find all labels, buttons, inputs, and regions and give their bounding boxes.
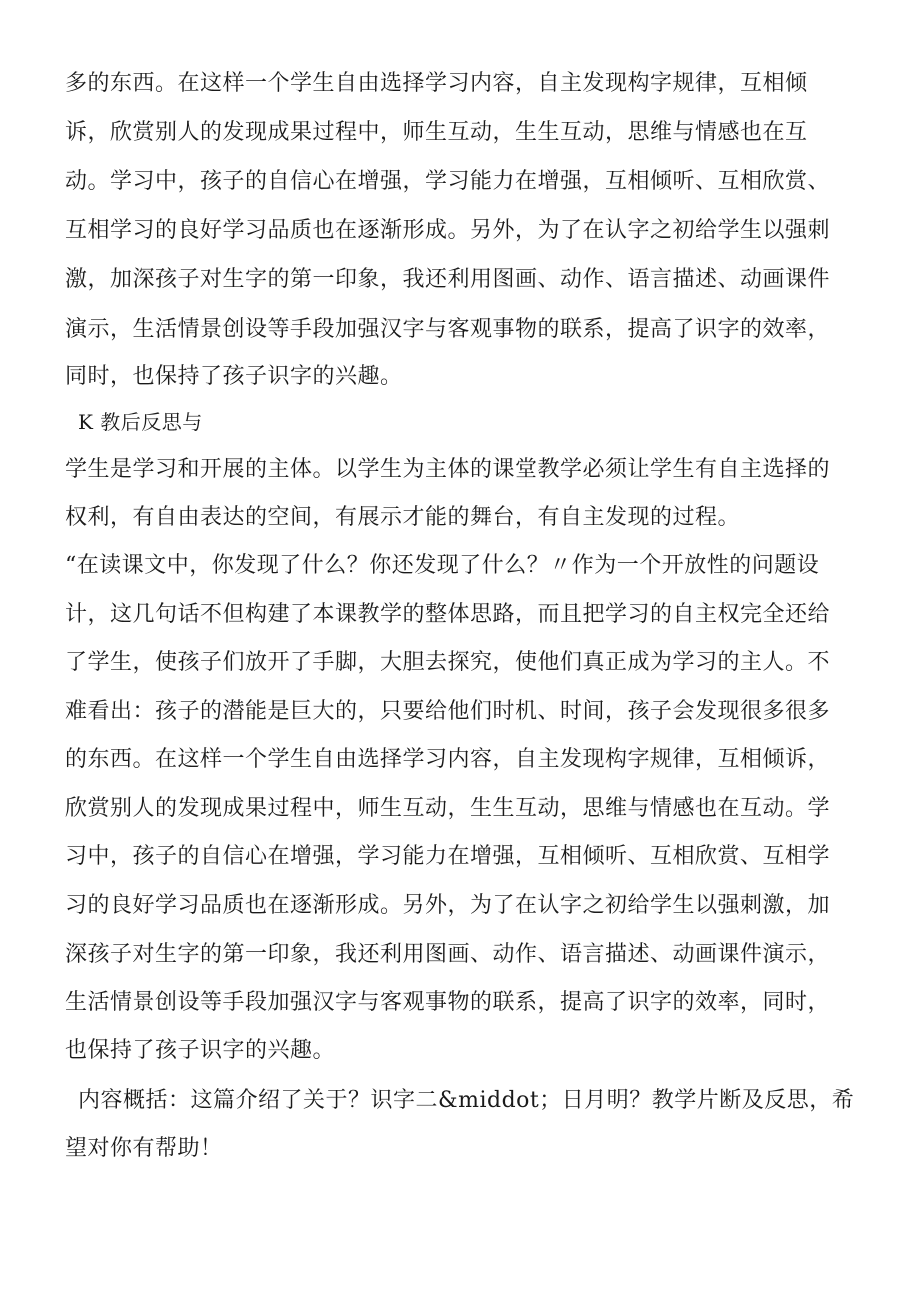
text-line: 互相学习的良好学习品质也在逐渐形成。另外，为了在认字之初给学生以强刺 bbox=[65, 218, 831, 243]
text-line: 权利，有自由表达的空间，有展示才能的舞台，有自主发现的过程。 bbox=[65, 505, 741, 530]
section-heading: K 教后反思与 bbox=[78, 410, 203, 434]
text-line: 深孩子对生字的第一印象，我还利用图画、动作、语言描述、动画课件演示， bbox=[65, 942, 831, 967]
summary-line: 望对你有帮助！ bbox=[65, 1136, 223, 1161]
text-line: 生活情景创设等手段加强汉字与客观事物的联系，提高了识字的效率，同时， bbox=[65, 990, 831, 1015]
text-line: 多的东西。在这样一个学生自由选择学习内容，自主发现构字规律，互相倾 bbox=[65, 71, 808, 96]
text-line: 动。学习中，孩子的自信心在增强，学习能力在增强，互相倾听、互相欣赏、 bbox=[65, 169, 831, 194]
text-line: 计，这几句话不但构建了本课教学的整体思路，而且把学习的自主权完全还给 bbox=[65, 602, 831, 627]
text-line: 的东西。在这样一个学生自由选择学习内容，自主发现构字规律，互相倾诉， bbox=[65, 747, 831, 772]
text-line: 学生是学习和开展的主体。以学生为主体的课堂教学必须让学生有自主选择的 bbox=[65, 457, 831, 482]
text-line: 激，加深孩子对生字的第一印象，我还利用图画、动作、语言描述、动画课件 bbox=[65, 267, 831, 292]
text-line: “在读课文中，你发现了什么？你还发现了什么？〃作为一个开放性的问题设 bbox=[65, 553, 820, 578]
text-line: 欣赏别人的发现成果过程中，师生互动，生生互动，思维与情感也在互动。学 bbox=[65, 796, 831, 821]
summary-line: 内容概括：这篇介绍了关于？识字二&middot；日月明？教学片断及反思，希 bbox=[78, 1088, 855, 1113]
text-line: 习中，孩子的自信心在增强，学习能力在增强，互相倾听、互相欣赏、互相学 bbox=[65, 844, 831, 869]
text-line: 难看出：孩子的潜能是巨大的，只要给他们时机、时间，孩子会发现很多很多 bbox=[65, 699, 831, 724]
text-line: 了学生，使孩子们放开了手脚，大胆去探究，使他们真正成为学习的主人。不 bbox=[65, 650, 831, 675]
text-line: 演示，生活情景创设等手段加强汉字与客观事物的联系，提高了识字的效率， bbox=[65, 317, 831, 342]
text-line: 也保持了孩子识字的兴趣。 bbox=[65, 1038, 336, 1063]
text-line: 诉，欣赏别人的发现成果过程中，师生互动，生生互动，思维与情感也在互 bbox=[65, 120, 808, 145]
text-line: 习的良好学习品质也在逐渐形成。另外，为了在认字之初给学生以强刺激，加 bbox=[65, 893, 831, 918]
text-line: 同时，也保持了孩子识字的兴趣。 bbox=[65, 364, 403, 389]
